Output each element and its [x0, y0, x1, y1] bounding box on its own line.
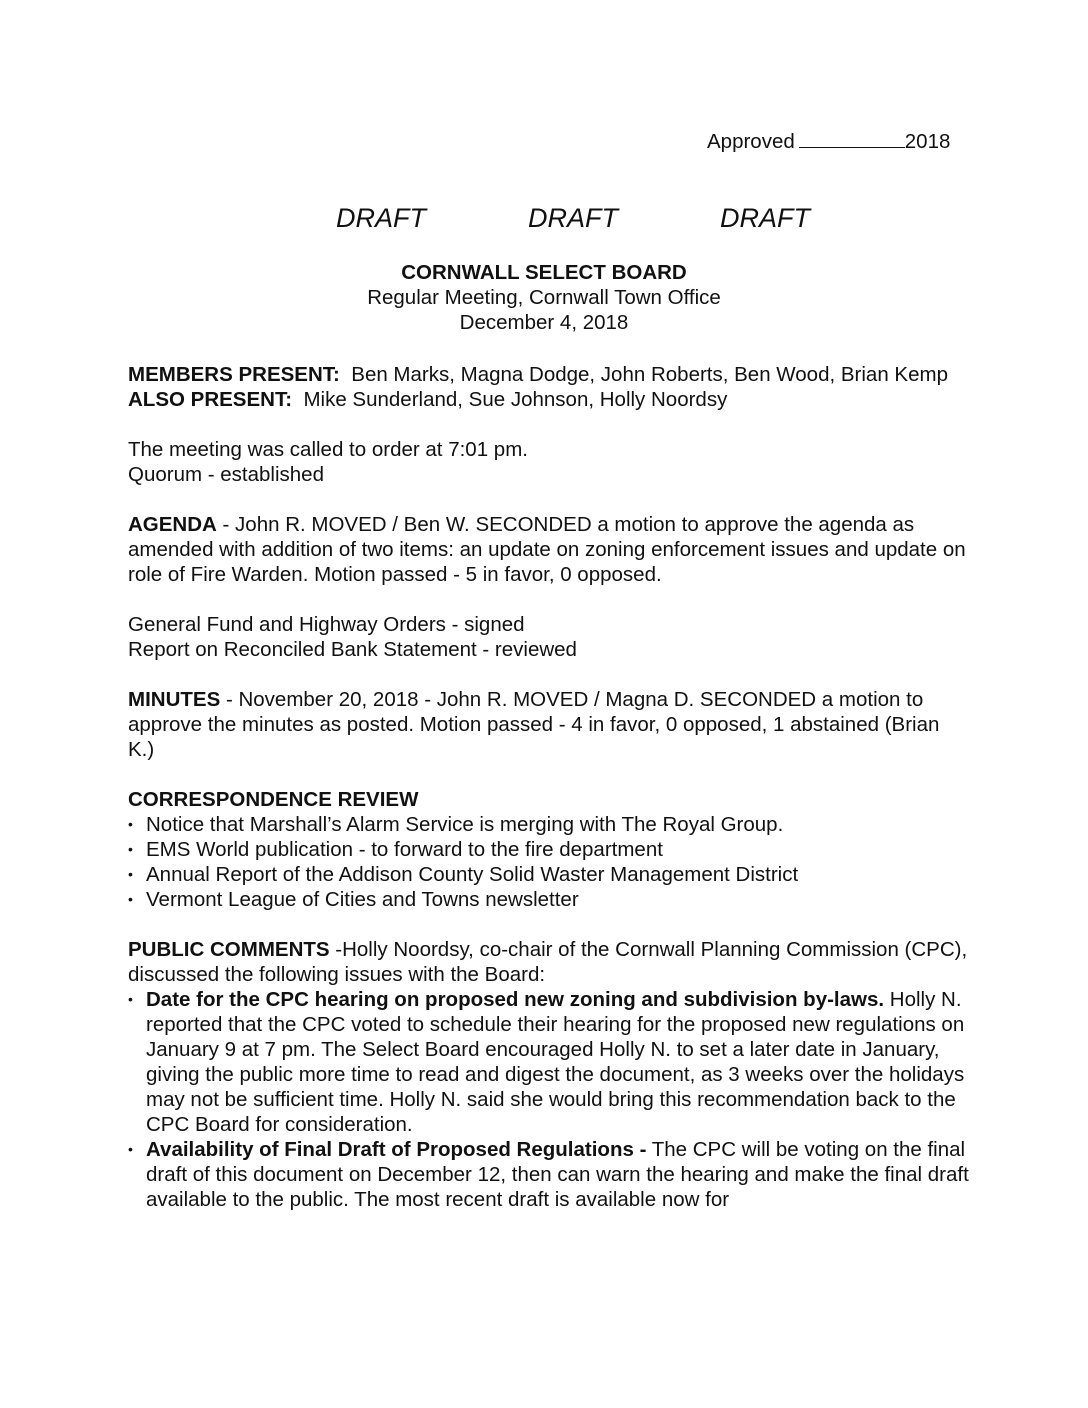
members-label: MEMBERS PRESENT: — [128, 363, 340, 386]
draft-mark: DRAFT — [336, 203, 426, 233]
bank-statement-report: Report on Reconciled Bank Statement - reviewed — [128, 638, 577, 661]
public-comments-intro — [128, 937, 970, 987]
approval-line — [707, 128, 950, 154]
list-item: • Notice that Marshall’s Alarm Service is merging with The Royal Group. — [128, 812, 970, 837]
approved-year: 2018 — [904, 130, 951, 153]
correspondence-list — [128, 812, 970, 912]
minutes-text: - November 20, 2018 - John R. MOVED / Magna D. SECONDED a motion to approve the minutes as posted. Motion passed - 4 in favor, 0 opposed, 1 abstained (Brian K.) — [128, 688, 940, 761]
public-comments-text: -Holly Noordsy, co-chair of the Cornwall Planning Commission (CPC), discussed the following issues with the Board: — [128, 938, 968, 986]
public-comments-label: PUBLIC COMMENTS — [128, 938, 330, 961]
comment-item-title: Availability of Final Draft of Proposed Regulations - — [146, 1138, 647, 1161]
call-to-order: The meeting was called to order at 7:01 pm. — [128, 438, 528, 461]
draft-mark: DRAFT — [528, 203, 618, 233]
approved-label: Approved — [707, 130, 795, 153]
comment-item-text: Holly N. reported that the CPC voted to schedule their hearing for the proposed new regulations on January 9 at 7 pm. The Select Board encouraged Holly N. to set a later date in January, giving the public more time to read and digest the document, as 3 weeks over the holidays may not be sufficient time. Holly N. said she would bring this recommendation back to the CPC Board for consideration. — [146, 988, 965, 1136]
agenda-section — [128, 512, 970, 587]
also-list: Mike Sunderland, Sue Johnson, Holly Noordsy — [303, 388, 728, 411]
members-present — [128, 362, 970, 387]
public-comments-list — [128, 987, 970, 1212]
orders-section — [128, 612, 970, 662]
board-title: CORNWALL SELECT BOARD — [401, 261, 687, 284]
also-present — [128, 387, 970, 412]
general-fund-orders: General Fund and Highway Orders - signed — [128, 613, 525, 636]
meeting-date: December 4, 2018 — [459, 311, 629, 334]
minutes-section — [128, 687, 970, 762]
quorum-status: Quorum - established — [128, 463, 324, 486]
minutes-body — [128, 362, 970, 1237]
comment-item-title: Date for the CPC hearing on proposed new zoning and subdivision by-laws. — [146, 988, 885, 1011]
opening-section — [128, 437, 970, 487]
minutes-label: MINUTES — [128, 688, 221, 711]
list-item — [128, 987, 970, 1137]
attendance-section — [128, 362, 970, 412]
members-list: Ben Marks, Magna Dodge, John Roberts, Ben Wood, Brian Kemp — [351, 363, 948, 386]
also-label: ALSO PRESENT: — [128, 388, 293, 411]
meeting-subtitle: Regular Meeting, Cornwall Town Office — [367, 286, 721, 309]
agenda-label: AGENDA — [128, 513, 217, 536]
correspondence-label: CORRESPONDENCE REVIEW — [128, 788, 419, 811]
correspondence-section — [128, 787, 970, 912]
list-item: • Annual Report of the Addison County Solid Waster Management District — [128, 862, 970, 887]
list-item: • Vermont League of Cities and Towns newsletter — [128, 887, 970, 912]
approval-date-blank — [799, 128, 905, 148]
agenda-text: - John R. MOVED / Ben W. SECONDED a motion to approve the agenda as amended with addition of two items: an update on zoning enforcement issues and update on role of Fire Warden. Motion passed - 5 in favor, 0 opposed. — [128, 513, 966, 586]
document-header — [0, 260, 1088, 335]
draft-watermark-row — [0, 200, 1088, 236]
comment-item-text: The CPC will be voting on the final draft of this document on December 12, then can warn the hearing and make the final draft available to the public. The most recent draft is available now for — [146, 1138, 969, 1211]
draft-mark: DRAFT — [720, 203, 810, 233]
list-item: • EMS World publication - to forward to the fire department — [128, 837, 970, 862]
list-item — [128, 1137, 970, 1212]
public-comments-section — [128, 937, 970, 1212]
